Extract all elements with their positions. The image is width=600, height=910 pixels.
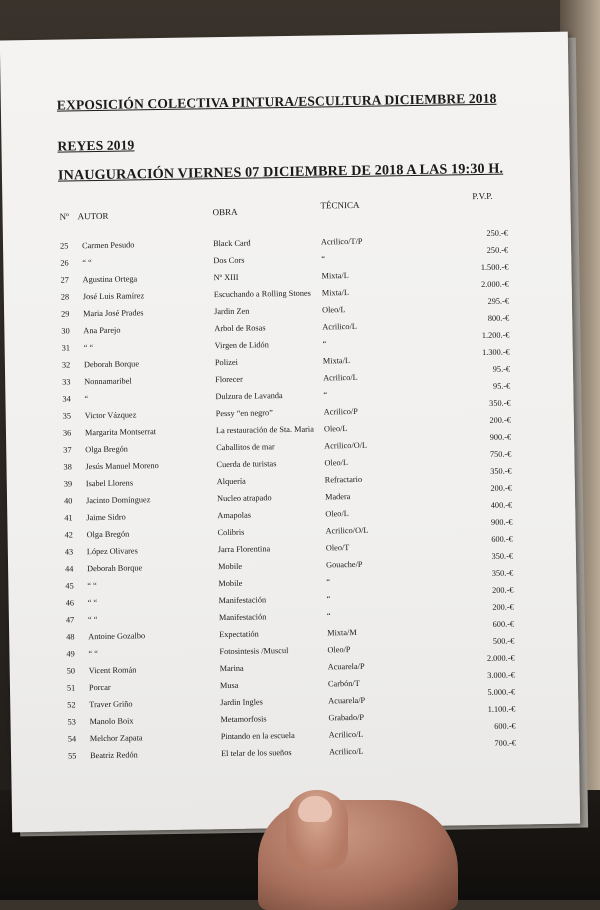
item-number: 48 — [66, 632, 75, 642]
item-number: 47 — [65, 615, 75, 625]
item-number: 52 — [67, 700, 76, 710]
item-work: Polizei — [214, 357, 239, 368]
item-author: “ “ — [87, 615, 98, 625]
item-work: Expectatión — [219, 629, 259, 640]
item-technique: “ — [326, 577, 331, 587]
item-work: Dulzura de Lavanda — [215, 391, 283, 402]
item-price: 1.200.-€ — [481, 330, 510, 340]
item-technique: “ — [322, 339, 327, 349]
item-technique: Mixta/L — [321, 271, 349, 281]
item-work: Jarra Florentina — [217, 544, 271, 555]
item-work: Metamorfosis — [220, 714, 267, 725]
item-price: 900.-€ — [489, 432, 512, 442]
item-number: 45 — [65, 581, 74, 591]
item-number: 33 — [62, 377, 71, 387]
item-technique: “ — [321, 254, 326, 264]
item-technique: Oleo/L — [322, 305, 346, 315]
item-work: Musa — [219, 680, 239, 691]
item-technique: Carbón/T — [327, 678, 360, 689]
item-work: Fotosintesis /Muscul — [219, 646, 289, 657]
item-author: Deborah Borque — [83, 359, 140, 370]
item-number: 28 — [60, 292, 70, 302]
item-price: 95.-€ — [492, 364, 511, 374]
col-header-number: Nº — [59, 211, 69, 222]
item-technique: Mixta/L — [322, 356, 351, 366]
item-price: 1.500.-€ — [480, 262, 509, 272]
exhibition-title: EXPOSICIÓN COLECTIVA PINTURA/ESCULTURA DICIEMBRE 2018 — [56, 90, 497, 113]
item-number: 43 — [64, 547, 74, 557]
item-technique: Acrilico/T/P — [320, 236, 363, 247]
item-technique: Acrilico/P — [323, 406, 358, 417]
item-work: Escuchando a Rolling Stones — [213, 288, 311, 300]
item-price: 5.000.-€ — [487, 687, 516, 697]
item-number: 26 — [60, 258, 69, 268]
item-number: 30 — [61, 326, 70, 336]
item-price: 2.000.-€ — [486, 653, 515, 663]
item-technique: Mixta/L — [321, 288, 350, 298]
item-author: Jaime Sidro — [86, 512, 126, 523]
item-technique: Acrilico/L — [322, 321, 357, 332]
col-header-technique: TÉCNICA — [320, 199, 360, 211]
item-number: 27 — [60, 275, 69, 285]
item-author: Jesús Manuel Moreno — [85, 461, 159, 472]
item-number: 40 — [63, 496, 73, 506]
item-work: Cuerda de turistas — [216, 459, 277, 470]
item-price: 200.-€ — [490, 483, 512, 493]
item-technique: Acrilico/L — [328, 729, 364, 740]
item-work: Jardin Ingles — [220, 697, 263, 708]
item-price: 350.-€ — [491, 568, 514, 578]
item-technique: Refractario — [324, 474, 363, 485]
item-number: 25 — [59, 241, 69, 251]
item-price: 200.-€ — [489, 415, 511, 425]
item-author: Carmen Pesudo — [81, 240, 135, 251]
item-technique: Oleo/T — [325, 543, 350, 553]
item-author: “ “ — [87, 598, 98, 608]
item-number: 46 — [65, 598, 75, 608]
item-work: Alquería — [216, 476, 246, 487]
exhibition-subtitle: REYES 2019 — [57, 137, 135, 154]
item-work: Jardin Zen — [214, 306, 250, 317]
artwork-list — [0, 32, 580, 833]
item-number: 44 — [65, 564, 74, 574]
item-technique: “ — [323, 390, 328, 400]
thumbnail-nail — [298, 796, 332, 822]
item-price: 1.300.-€ — [482, 347, 510, 357]
item-technique: Oleo/L — [325, 509, 349, 519]
item-number: 29 — [61, 309, 70, 319]
item-price: 600.-€ — [492, 619, 515, 629]
item-work: Caballitos de mar — [216, 442, 275, 453]
item-author: Manolo Boix — [89, 716, 134, 727]
item-price: 200.-€ — [492, 585, 514, 595]
item-number: 35 — [62, 411, 72, 421]
paper-sheet — [0, 32, 580, 833]
item-technique: Oleo/L — [324, 458, 349, 468]
item-technique: Grabado/P — [328, 712, 365, 723]
item-number: 39 — [63, 479, 73, 489]
item-number: 51 — [66, 683, 76, 693]
item-number: 38 — [63, 462, 72, 472]
item-price: 1.100.-€ — [487, 704, 516, 714]
item-author: “ “ — [83, 343, 94, 353]
item-technique: Oleo/L — [323, 424, 348, 434]
item-author: Beatriz Redón — [89, 750, 138, 761]
item-work: Mobile — [218, 561, 243, 572]
item-author: Nonnamaribel — [84, 376, 132, 387]
item-technique: Acrilico/O/L — [325, 525, 369, 536]
item-author: López Olivares — [86, 546, 138, 557]
item-number: 54 — [67, 734, 77, 744]
item-work: Mobile — [218, 578, 243, 589]
item-work: La restauración de Sta. Maria — [215, 424, 314, 436]
item-technique: Acrilico/L — [328, 746, 364, 757]
item-number: 34 — [62, 394, 71, 404]
item-price: 350.-€ — [489, 398, 511, 408]
item-author: Melchor Zapata — [89, 733, 143, 744]
item-author: Jacinto Domínguez — [85, 495, 151, 506]
item-work: Nº XIII — [213, 272, 239, 283]
col-header-author: AUTOR — [77, 210, 109, 222]
item-author: “ “ — [87, 581, 97, 591]
item-work: Nucleo atrapado — [216, 493, 272, 504]
item-price: 350.-€ — [490, 466, 512, 476]
item-work: Dos Cors — [213, 255, 245, 266]
item-work: Manifestación — [218, 595, 267, 606]
item-author: Agustina Ortega — [82, 274, 138, 285]
item-number: 31 — [61, 343, 71, 353]
item-price: 600.-€ — [491, 534, 513, 544]
item-price: 2.000.-€ — [480, 279, 509, 289]
item-work: Black Card — [212, 238, 251, 249]
item-work: Florecer — [215, 374, 243, 385]
item-author: Antoine Gozalbo — [88, 631, 146, 642]
item-price: 3.000.-€ — [487, 670, 515, 680]
item-author: Maria José Prades — [83, 308, 144, 319]
item-number: 53 — [67, 717, 76, 727]
item-price: 800.-€ — [487, 313, 510, 323]
item-author: José Luis Ramírez — [82, 291, 145, 302]
item-price: 700.-€ — [494, 738, 516, 748]
item-author: “ “ — [88, 649, 98, 659]
item-work: Virgen de Lidón — [214, 340, 269, 351]
item-author: Margarita Montserrat — [84, 427, 157, 438]
item-author: Deborah Borque — [87, 563, 143, 574]
col-header-price: P.V.P. — [472, 190, 493, 202]
col-header-work: OBRA — [212, 206, 238, 218]
item-price: 400.-€ — [490, 500, 513, 510]
item-work: Marina — [219, 663, 244, 674]
item-price: 250.-€ — [486, 245, 509, 255]
item-author: Olga Bregón — [85, 444, 128, 455]
item-technique: Oleo/P — [327, 645, 351, 655]
item-technique: Mixta/M — [327, 627, 357, 638]
item-technique: Madera — [324, 492, 351, 502]
opening-date: INAUGURACIÓN VIERNES 07 DICIEMBRE DE 2018 A LAS 19:30 H. — [57, 160, 504, 184]
item-number: 50 — [66, 666, 76, 676]
item-number: 36 — [62, 428, 72, 438]
item-work: Manifestación — [218, 612, 267, 623]
item-number: 41 — [64, 513, 73, 523]
item-work: Arbol de Rosas — [214, 323, 266, 334]
item-technique: Gouache/P — [326, 559, 363, 570]
item-price: 95.-€ — [492, 381, 511, 391]
item-price: 350.-€ — [491, 551, 514, 561]
item-price: 750.-€ — [489, 449, 512, 459]
item-author: Victor Vázquez — [84, 410, 137, 421]
item-price: 900.-€ — [490, 517, 513, 527]
item-number: 49 — [66, 649, 75, 659]
item-number: 55 — [67, 751, 77, 761]
item-work: Pintando en la escuela — [220, 730, 295, 742]
item-technique: Acuarela/P — [327, 661, 365, 672]
item-technique: Acuarela/P — [328, 695, 366, 706]
item-work: Colibris — [217, 527, 245, 538]
item-number: 32 — [61, 360, 71, 370]
item-author: Olga Bregón — [86, 529, 130, 540]
item-work: Amapolas — [217, 510, 252, 521]
item-technique: “ — [326, 594, 331, 604]
item-technique: Acrilico/O/L — [324, 440, 368, 451]
item-price: 200.-€ — [492, 602, 514, 612]
item-author: Porcar — [88, 682, 111, 693]
item-technique: Acrilico/L — [323, 372, 358, 383]
item-author: Isabel Llorens — [85, 478, 134, 489]
item-number: 42 — [64, 530, 73, 540]
item-technique: “ — [326, 611, 331, 621]
item-work: Pessy “en negro” — [215, 408, 273, 419]
item-author: Ana Parejo — [83, 325, 121, 336]
item-price: 600.-€ — [494, 721, 516, 731]
item-author: “ — [84, 394, 89, 404]
item-author: Vicent Román — [88, 665, 137, 676]
item-number: 37 — [63, 445, 72, 455]
item-price: 295.-€ — [487, 296, 510, 306]
item-author: “ “ — [82, 258, 92, 268]
item-work: El telar de los sueños — [220, 748, 292, 759]
item-author: Traver Griño — [89, 699, 133, 710]
item-price: 500.-€ — [492, 636, 515, 646]
item-price: 250.-€ — [486, 228, 508, 238]
